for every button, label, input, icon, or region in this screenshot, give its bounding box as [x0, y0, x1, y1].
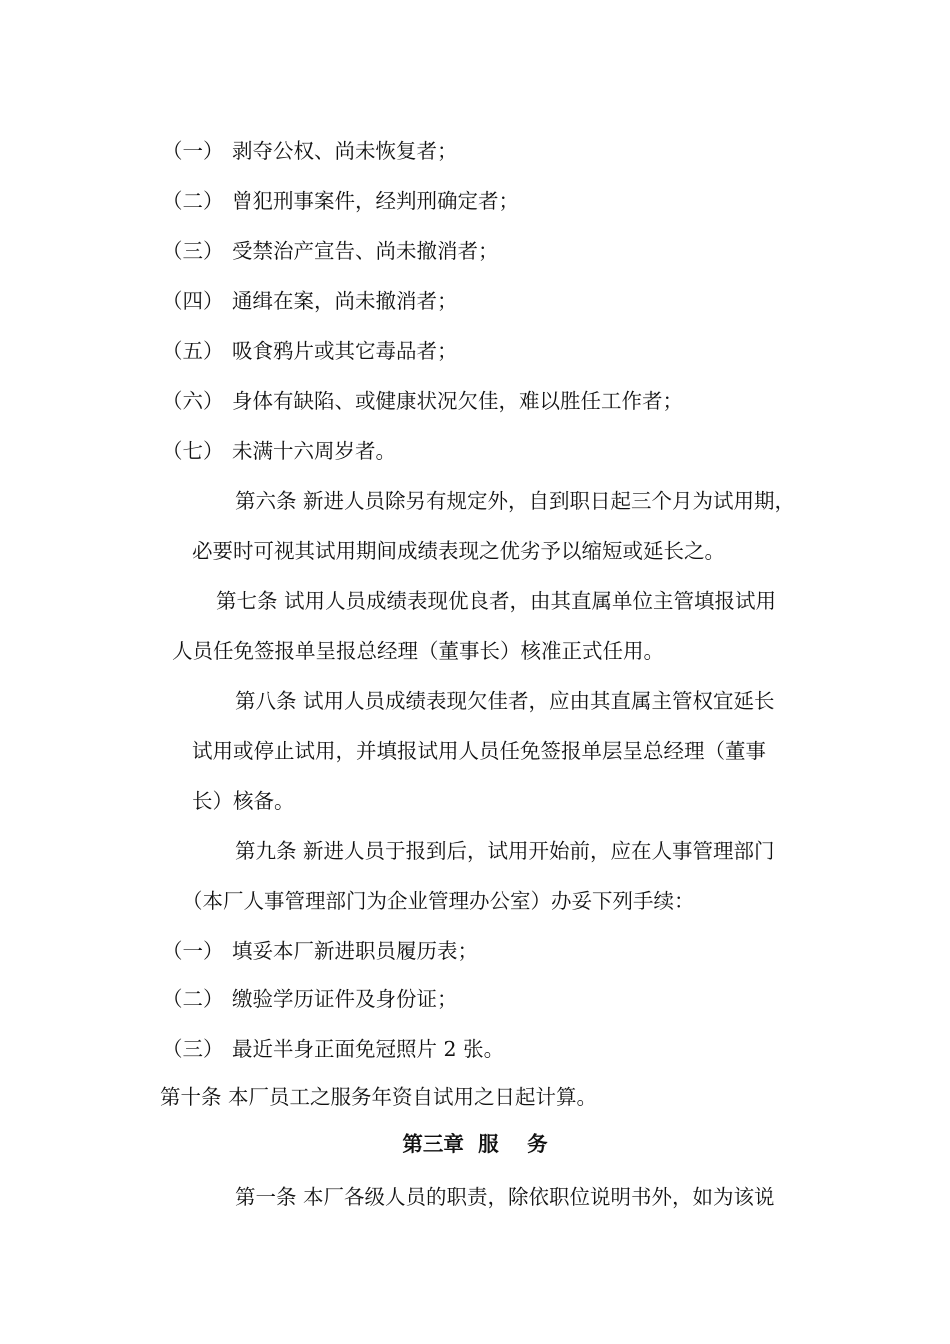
- article-7-line-2: 人员任免签报单呈报总经理（董事长）核准正式任用。: [172, 639, 664, 663]
- item-text: 填妥本厂新进职员履历表；: [232, 939, 478, 963]
- list-item: [162, 437, 396, 465]
- item-number: （二）: [162, 987, 224, 1011]
- article-8-line-3: 长）核备。: [192, 789, 295, 813]
- item-text: 剥夺公权、尚未恢复者；: [232, 139, 458, 163]
- item-text: 曾犯刑事案件，经判刑确定者；: [232, 189, 519, 213]
- item-number: （七）: [162, 439, 224, 463]
- list-item: [162, 387, 683, 415]
- article-10: 第十条 本厂员工之服务年资自试用之日起计算。: [160, 1085, 598, 1109]
- list-item: [162, 337, 458, 365]
- item-number: （三）: [162, 1037, 224, 1061]
- list-item: [162, 937, 478, 965]
- item-text: 吸食鸦片或其它毒品者；: [232, 339, 458, 363]
- list-item: [162, 187, 519, 215]
- item-number: （一）: [162, 139, 224, 163]
- list-item: [162, 287, 458, 315]
- chapter-3-article-1-line-1: 第一条 本厂各级人员的职责，除依职位说明书外，如为该说: [235, 1185, 775, 1209]
- item-number: （四）: [162, 289, 224, 313]
- article-9-line-2: （本厂人事管理部门为企业管理办公室）办妥下列手续：: [182, 889, 695, 913]
- item-text: 未满十六周岁者。: [232, 439, 396, 463]
- item-text: 通缉在案，尚未撤消者；: [232, 289, 458, 313]
- list-item: [162, 137, 458, 165]
- item-number: （五）: [162, 339, 224, 363]
- article-9-line-1: 第九条 新进人员于报到后，试用开始前，应在人事管理部门: [235, 839, 775, 863]
- item-number: （六）: [162, 389, 224, 413]
- item-number: （二）: [162, 189, 224, 213]
- article-7-line-1: 第七条 试用人员成绩表现优良者，由其直属单位主管填报试用: [216, 589, 777, 613]
- article-6-line-2: 必要时可视其试用期间成绩表现之优劣予以缩短或延长之。: [192, 539, 725, 563]
- item-text: 最近半身正面免冠照片 2 张。: [232, 1037, 505, 1061]
- list-item: [162, 985, 458, 1013]
- item-number: （一）: [162, 939, 224, 963]
- article-8-line-2: 试用或停止试用，并填报试用人员任免签报单层呈总经理（董事: [192, 739, 766, 763]
- article-8-line-1: 第八条 试用人员成绩表现欠佳者，应由其直属主管权宜延长: [235, 689, 775, 713]
- article-6-line-1: 第六条 新进人员除另有规定外，自到职日起三个月为试用期，: [235, 489, 796, 513]
- item-text: 身体有缺陷、或健康状况欠佳，难以胜任工作者；: [232, 389, 683, 413]
- item-text: 缴验学历证件及身份证；: [232, 987, 458, 1011]
- list-item: [162, 237, 499, 265]
- list-item: [162, 1035, 504, 1063]
- item-text: 受禁治产宣告、尚未撤消者；: [232, 239, 499, 263]
- item-number: （三）: [162, 239, 224, 263]
- chapter-heading: 第三章 服 务: [402, 1132, 548, 1156]
